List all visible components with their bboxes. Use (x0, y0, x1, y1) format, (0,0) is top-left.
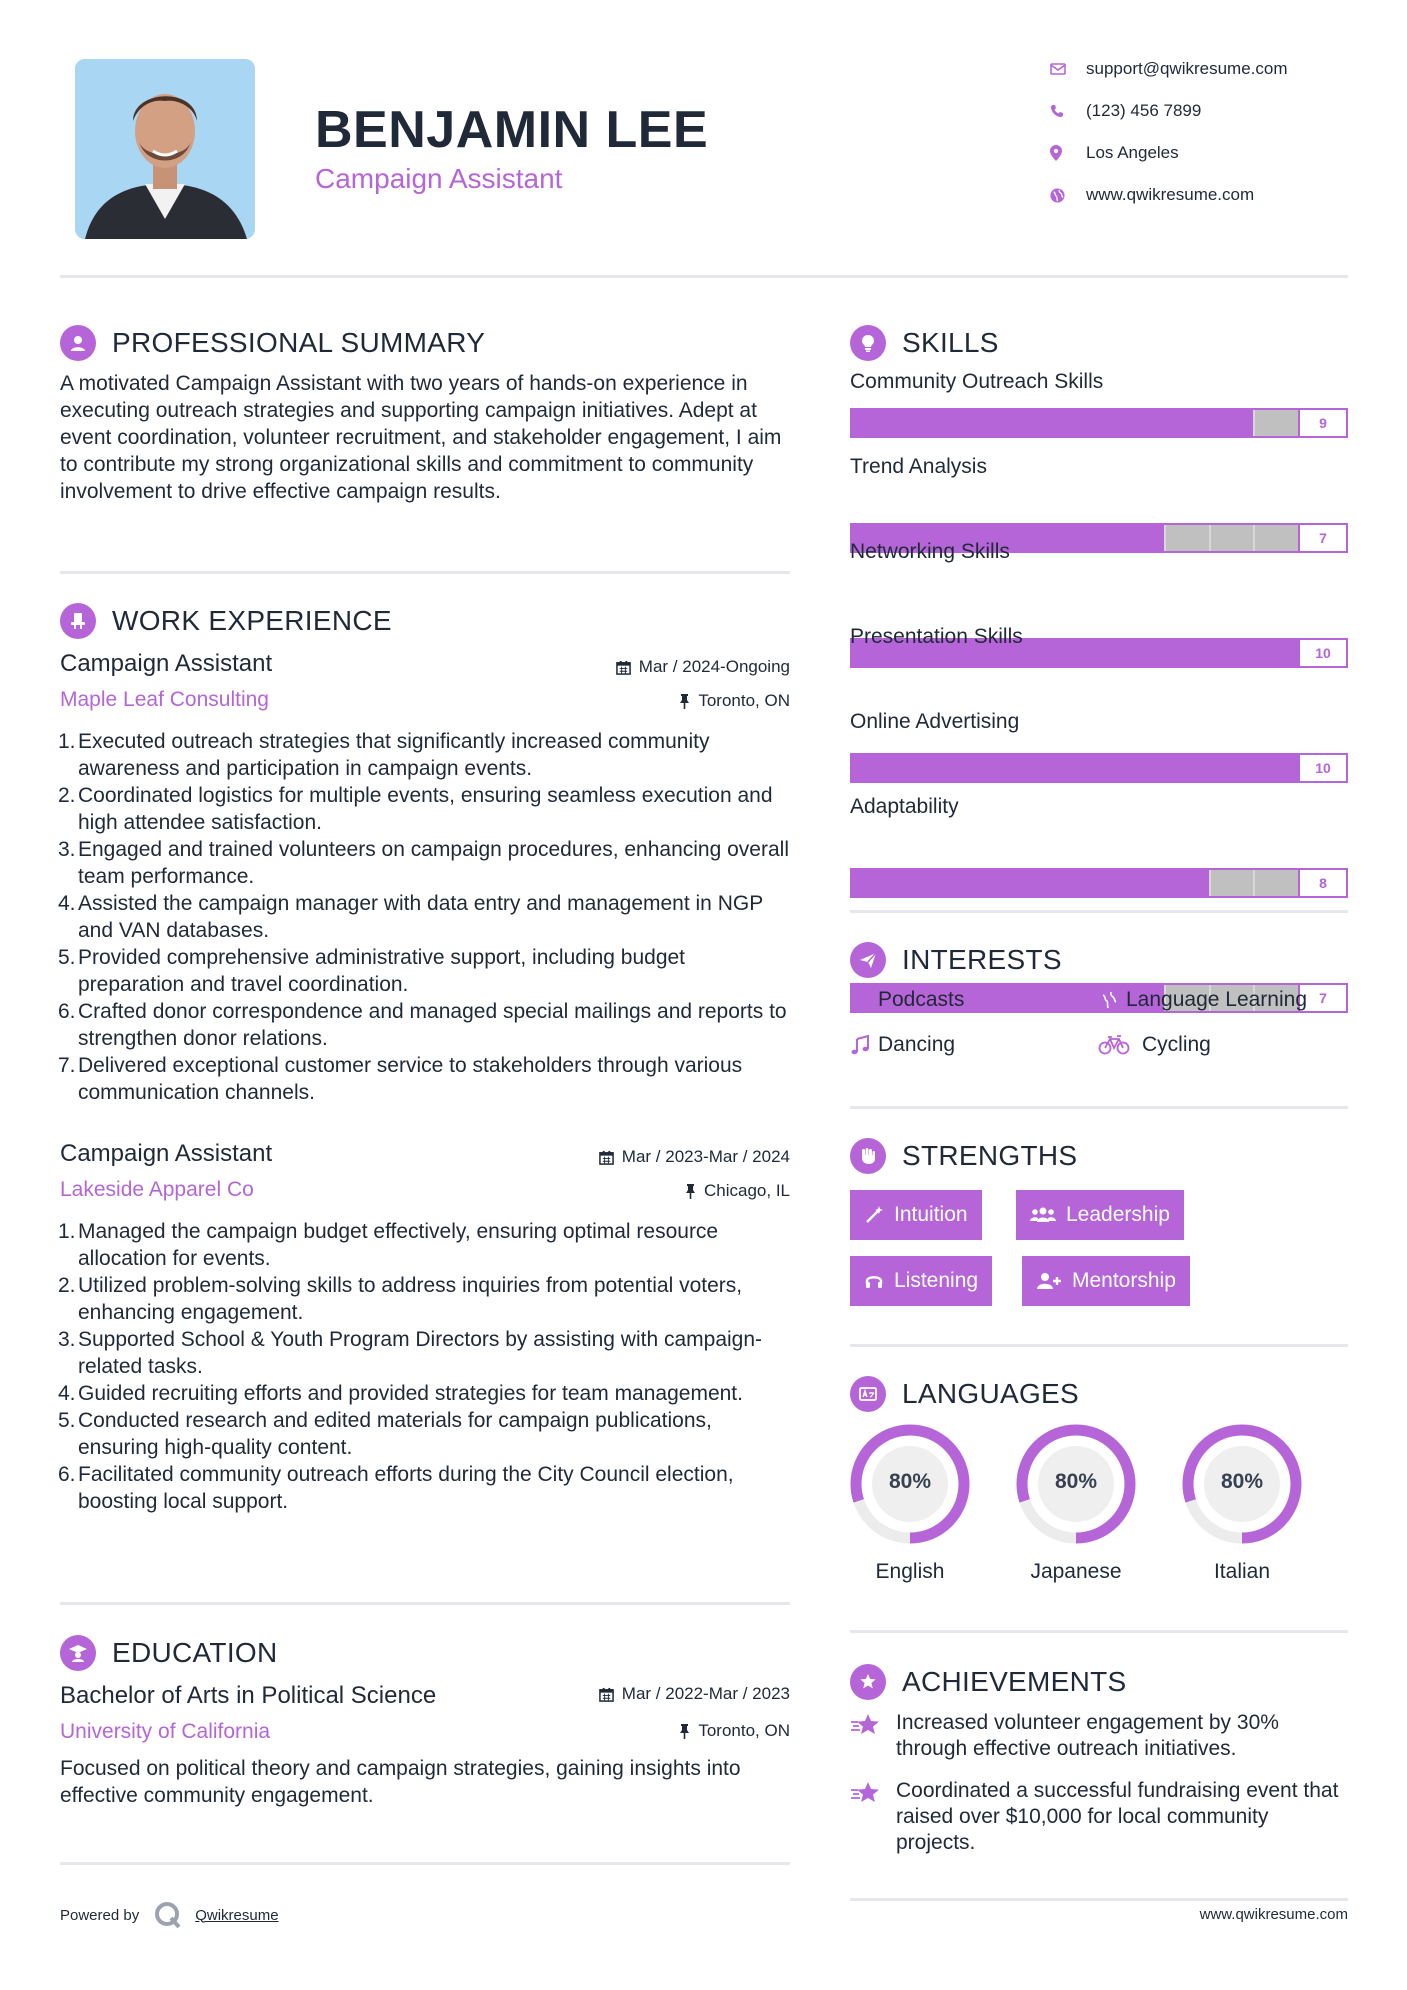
footer-site-link[interactable]: www.qwikresume.com (1199, 1906, 1348, 1923)
list-item: 3. Engaged and trained volunteers on campaign procedures, enhancing overall team performance. (58, 838, 789, 888)
language-percent: 80% (1220, 1470, 1264, 1493)
skill-score: 7 (1298, 525, 1346, 551)
achievement-item (850, 1778, 1350, 1856)
list-item: 6. Crafted donor correspondence and managed special mailings and reports to strengthen donor relations. (58, 1000, 787, 1050)
language-ring (1176, 1418, 1308, 1550)
achievements-divider (850, 1898, 1348, 1901)
strengths-heading (850, 1138, 1077, 1174)
achievement-text: Increased volunteer engagement by 30% through effective outreach initiatives. (896, 1711, 1279, 1760)
skill-label: Presentation Skills (850, 625, 1023, 648)
star-icon (850, 1710, 896, 1762)
skill-score: 9 (1298, 410, 1346, 436)
achievement-item (850, 1710, 1350, 1762)
interest-language-learning (1098, 988, 1307, 1012)
music-note-icon (850, 1035, 878, 1055)
language-label: English (875, 1560, 945, 1583)
interest-label: Language Learning (1126, 988, 1308, 1011)
contact-website[interactable] (1050, 182, 1370, 208)
strength-label: Mentorship (1072, 1269, 1176, 1292)
work-heading (60, 603, 392, 639)
summary-divider (60, 571, 790, 574)
job-2-bullets (60, 1218, 795, 1515)
interest-label: Podcasts (878, 988, 965, 1011)
microphone-icon (850, 990, 878, 1010)
skill-score: 10 (1298, 640, 1346, 666)
skill-label: Networking Skills (850, 540, 1010, 563)
work-divider (60, 1602, 790, 1605)
language-ring (1010, 1418, 1142, 1550)
skill-bar-fill (852, 410, 1253, 436)
list-item: 6. Facilitated community outreach efforts during the City Council election, boosting local support. (58, 1463, 734, 1513)
skill-label: Online Advertising (850, 710, 1020, 733)
globe-icon (1050, 188, 1086, 203)
job-1-dates (440, 657, 790, 677)
education-text: Focused on political theory and campaign strategies, gaining insights into effective community engagement. (60, 1757, 741, 1807)
interests-heading (850, 942, 1062, 978)
job-1-company: Maple Leaf Consulting (60, 688, 269, 711)
job-2-location (440, 1181, 790, 1201)
job-2-dates (440, 1147, 790, 1167)
list-item: 2. Utilized problem-solving skills to address inquiries from potential voters, enhancing engagement. (58, 1274, 743, 1324)
education-dates (440, 1684, 790, 1704)
language-card-icon (850, 1376, 886, 1412)
summary-heading (60, 325, 485, 361)
language-percent: 80% (1054, 1470, 1098, 1493)
skill-label: Trend Analysis (850, 455, 987, 478)
list-item: 4. Assisted the campaign manager with data entry and management in NGP and VAN databases. (58, 892, 763, 942)
header-divider (60, 275, 1348, 278)
job-1-title: Campaign Assistant (60, 650, 273, 677)
summary-text: A motivated Campaign Assistant with two years of hands-on experience in executing outreach strategies and supporting campaign initiatives. Adept at event coordination, volunteer recruitment, and stakeholder engagement, I aim to contribute my strong organizational skills and commitment to community involvement to drive effective campaign results. (60, 372, 782, 503)
skill-bar-fill (852, 870, 1209, 896)
interests-heading-text: INTERESTS (902, 944, 1062, 975)
paper-plane-icon (850, 942, 886, 978)
lightbulb-icon (850, 325, 886, 361)
footer-brand-link[interactable]: Qwikresume (195, 1906, 279, 1924)
contact-location-text: Los Angeles (1086, 143, 1179, 162)
magic-wand-icon (864, 1205, 884, 1225)
job-2-company: Lakeside Apparel Co (60, 1178, 254, 1201)
work-heading-text: WORK EXPERIENCE (112, 605, 392, 636)
job-1-bullets (60, 728, 795, 1106)
profile-photo (75, 59, 255, 239)
strength-label: Intuition (894, 1203, 968, 1226)
star-icon (850, 1778, 896, 1856)
achievement-text: Coordinated a successful fundraising event that raised over $10,000 for local community projects. (896, 1779, 1339, 1854)
strength-chip-listening (850, 1256, 992, 1306)
interest-dancing (850, 1033, 955, 1057)
strengths-heading-text: STRENGTHS (902, 1140, 1078, 1171)
bicycle-icon (1098, 1035, 1142, 1055)
pin-icon (685, 1184, 696, 1199)
education-school: University of California (60, 1720, 271, 1743)
footer-powered (60, 1900, 279, 1930)
strength-label: Leadership (1066, 1203, 1170, 1226)
skill-label: Adaptability (850, 795, 959, 818)
list-item: 1. Managed the campaign budget effectively, ensuring optimal resource allocation for events. (58, 1220, 719, 1270)
education-dates-text: Mar / 2022-Mar / 2023 (621, 1684, 790, 1703)
interest-cycling (1098, 1033, 1211, 1057)
list-item: 4. Guided recruiting efforts and provided strategies for team management. (58, 1382, 743, 1405)
strengths-divider (850, 1344, 1348, 1347)
location-icon (1050, 145, 1086, 161)
job-2-location-text: Chicago, IL (704, 1181, 790, 1200)
briefcase-icon (60, 603, 96, 639)
job-1-location (440, 691, 790, 711)
contact-email-text: support@qwikresume.com (1086, 59, 1288, 78)
skills-divider (850, 910, 1348, 913)
contact-location (1050, 140, 1370, 166)
language-label: Italian (1213, 1560, 1271, 1583)
skills-heading-text: SKILLS (902, 327, 999, 358)
skill-bar-fill (852, 755, 1298, 781)
education-location-text: Toronto, ON (698, 1721, 790, 1740)
languages-heading (850, 1376, 1079, 1412)
skill-score: 10 (1298, 755, 1346, 781)
skill-bar (850, 868, 1348, 898)
skill-bar (850, 408, 1348, 438)
summary-heading-text: PROFESSIONAL SUMMARY (112, 327, 486, 358)
language-label: Japanese (1030, 1560, 1122, 1583)
pin-icon (679, 694, 690, 709)
strength-chip-intuition (850, 1190, 982, 1240)
interests-divider (850, 1106, 1348, 1109)
contact-phone-text: (123) 456 7899 (1086, 101, 1202, 120)
list-item: 2. Coordinated logistics for multiple events, ensuring seamless execution and high attendee satisfaction. (58, 784, 773, 834)
skill-label: Community Outreach Skills (850, 370, 1104, 393)
star-badge-icon (850, 1664, 886, 1700)
education-heading-text: EDUCATION (112, 1637, 278, 1668)
calendar-icon (616, 660, 631, 675)
candidate-role: Campaign Assistant (315, 163, 563, 194)
graduate-icon (60, 1635, 96, 1671)
list-item: 3. Supported School & Youth Program Directors by assisting with campaign-related tasks. (58, 1328, 763, 1378)
education-divider (60, 1862, 790, 1865)
language-ring (844, 1418, 976, 1550)
skills-heading (850, 325, 999, 361)
globe-icon (1098, 990, 1126, 1010)
job-2-dates-text: Mar / 2023-Mar / 2024 (621, 1147, 790, 1166)
list-item: 5. Provided comprehensive administrative support, including budget preparation and travel coordination. (58, 946, 686, 996)
job-2-title: Campaign Assistant (60, 1140, 273, 1167)
list-item: 7. Delivered exceptional customer service to stakeholders through various communication channels. (58, 1054, 743, 1104)
job-1-dates-text: Mar / 2024-Ongoing (638, 657, 790, 676)
footer-powered-text: Powered by (60, 1906, 140, 1924)
achievements-heading-text: ACHIEVEMENTS (902, 1666, 1127, 1697)
headphones-icon (864, 1271, 884, 1291)
email-icon (1050, 63, 1086, 75)
contact-phone[interactable] (1050, 98, 1370, 124)
skill-score: 7 (1298, 985, 1346, 1011)
skill-bar (850, 753, 1348, 783)
languages-heading-text: LANGUAGES (902, 1378, 1079, 1409)
list-item: 5. Conducted research and edited materials for campaign publications, ensuring high-quality content. (58, 1409, 712, 1459)
phone-icon (1050, 104, 1086, 118)
interest-label: Cycling (1142, 1033, 1211, 1056)
candidate-name: BENJAMIN LEE (315, 101, 709, 159)
achievements-heading (850, 1664, 1127, 1700)
interest-podcasts (850, 988, 964, 1012)
language-percent: 80% (888, 1470, 932, 1493)
interest-label: Dancing (878, 1033, 956, 1056)
list-item: 1. Executed outreach strategies that significantly increased community awareness and participation in campaign events. (58, 730, 710, 780)
job-1-location-text: Toronto, ON (698, 691, 790, 710)
user-icon (60, 325, 96, 361)
fist-icon (850, 1138, 886, 1174)
education-heading (60, 1635, 278, 1671)
languages-divider (850, 1630, 1348, 1633)
contact-email[interactable] (1050, 56, 1370, 82)
education-degree: Bachelor of Arts in Political Science (60, 1682, 437, 1709)
strength-chip-mentorship (1022, 1256, 1190, 1306)
contact-website-text: www.qwikresume.com (1086, 185, 1255, 204)
calendar-icon (599, 1150, 614, 1165)
skill-score: 8 (1298, 870, 1346, 896)
user-plus-icon (1036, 1271, 1062, 1291)
calendar-icon (599, 1687, 614, 1702)
qwikresume-logo-icon (153, 1900, 183, 1930)
education-location (440, 1721, 790, 1741)
pin-icon (679, 1724, 690, 1739)
strength-label: Listening (894, 1269, 979, 1292)
group-icon (1030, 1205, 1056, 1225)
strength-chip-leadership (1016, 1190, 1184, 1240)
